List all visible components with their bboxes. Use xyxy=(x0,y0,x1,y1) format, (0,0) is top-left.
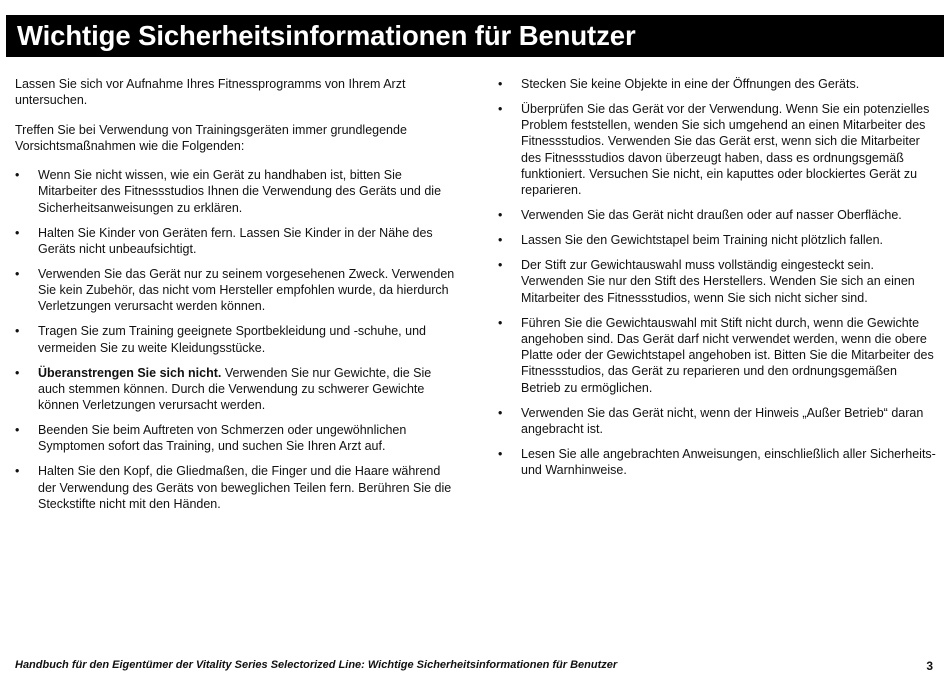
list-item-text: Beenden Sie beim Auftreten von Schmerzen oder ungewöhnlichen Symptomen sofort das Training, und suchen Sie Ihren Arzt auf. xyxy=(38,423,407,454)
list-item-text: Verwenden Sie nur Gewichte, die Sie auch stemmen können. Durch die Verwendung zu schwerer Gewichte können Verletzungen verursacht werden. xyxy=(38,365,432,413)
list-item xyxy=(498,315,938,396)
bullet-icon: • xyxy=(498,405,503,420)
bullet-icon: • xyxy=(498,258,503,273)
intro-paragraph-1: Lassen Sie sich vor Aufnahme Ihres Fitnessprogramms von Ihrem Arzt untersuchen. xyxy=(15,77,406,108)
right-column xyxy=(498,76,938,487)
bullet-icon: • xyxy=(15,324,20,339)
list-item-text: Halten Sie Kinder von Geräten fern. Lassen Sie Kinder in der Nähe des Geräts nicht unbeaufsichtigt. xyxy=(38,225,433,256)
list-item-text: Lassen Sie den Gewichtstapel beim Training nicht plötzlich fallen. xyxy=(521,233,884,248)
list-item xyxy=(15,225,455,258)
list-item-text: Verwenden Sie das Gerät nicht, wenn der Hinweis „Außer Betrieb“ daran angebracht ist. xyxy=(521,405,924,436)
bullet-icon: • xyxy=(15,168,20,183)
intro-paragraph-2: Treffen Sie bei Verwendung von Trainingsgeräten immer grundlegende Vorsichtsmaßnahmen wie die Folgenden: xyxy=(15,122,407,153)
list-item-text: Stecken Sie keine Objekte in eine der Öffnungen des Geräts. xyxy=(521,77,860,91)
right-safety-list xyxy=(498,76,938,478)
list-item-bold-lead: Überanstrengen Sie sich nicht. xyxy=(38,365,222,380)
bullet-icon: • xyxy=(498,77,503,91)
footer-text: Handbuch für den Eigentümer der Vitality Series Selectorized Line: Wichtige Sicherheitsinformationen für Benutzer xyxy=(15,659,618,671)
list-item xyxy=(498,257,938,306)
list-item xyxy=(498,446,938,479)
list-item-text: Der Stift zur Gewichtauswahl muss vollständig eingesteckt sein. Verwenden Sie nur den Stift des Herstellers. Wenden Sie sich an einen Mitarbeiter des Fitnessstudios, wenn Sie sich nicht sicher sind. xyxy=(521,258,915,305)
bullet-icon: • xyxy=(498,315,503,330)
list-item-text: Verwenden Sie das Gerät nicht draußen oder auf nasser Oberfläche. xyxy=(521,208,902,223)
list-item xyxy=(15,167,455,216)
list-item xyxy=(498,76,938,92)
bullet-icon: • xyxy=(15,464,20,479)
list-item-text: Tragen Sie zum Training geeignete Sportbekleidung und -schuhe, und vermeiden Sie zu weite Kleidungsstücke. xyxy=(38,324,426,355)
bullet-icon: • xyxy=(15,365,20,380)
list-item-text: Überprüfen Sie das Gerät vor der Verwendung. Wenn Sie ein potenzielles Problem feststellen, wenden Sie sich umgehend an einen Mitarbeiter des Fitnessstudios. Verwenden Sie das Gerät erst, wenn sich die Mitarbeiter des Fitnessstudios davon überzeugt haben, dass es ordnungsgemäß funktioniert. Versuchen Sie nicht, ein kaputtes oder blockiertes Gerät zu reparieren. xyxy=(521,101,930,198)
list-item xyxy=(15,463,455,512)
bullet-icon: • xyxy=(15,266,20,281)
left-column xyxy=(15,76,455,521)
page-number: 3 xyxy=(926,659,933,673)
list-item xyxy=(498,232,938,248)
bullet-icon: • xyxy=(498,101,503,116)
bullet-icon: • xyxy=(498,233,503,248)
page-title: Wichtige Sicherheitsinformationen für Benutzer xyxy=(17,20,636,51)
list-item xyxy=(15,266,455,315)
list-item-text: Wenn Sie nicht wissen, wie ein Gerät zu handhaben ist, bitten Sie Mitarbeiter des Fitnessstudios Ihnen die Verwendung des Geräts und die Sicherheitsanweisungen zu erklären. xyxy=(38,168,442,215)
list-item xyxy=(498,207,938,223)
list-item-text: Führen Sie die Gewichtauswahl mit Stift nicht durch, wenn die Gewichte angehoben sind. Das Gerät darf nicht verwendet werden, wenn die obere Platte oder der Gewichtstapel angehoben ist. Bitten Sie die Mitarbeiter des Fitnessstudios, das Gerät zu reparieren und den ordnungsgemäßen Betrieb zu ermöglichen. xyxy=(521,315,934,395)
list-item-text: Lesen Sie alle angebrachten Anweisungen, einschließlich aller Sicherheits- und Warnhinweise. xyxy=(521,446,936,478)
list-item-text: Verwenden Sie das Gerät nur zu seinem vorgesehenen Zweck. Verwenden Sie kein Zubehör, das nicht vom Hersteller empfohlen wurde, da hierdurch Verletzungen verursacht werden können. xyxy=(38,266,455,314)
list-item xyxy=(15,365,455,414)
bullet-icon: • xyxy=(498,446,503,461)
bullet-icon: • xyxy=(15,225,20,240)
list-item xyxy=(498,101,938,199)
bullet-icon: • xyxy=(498,208,503,223)
list-item xyxy=(15,323,455,356)
title-bar xyxy=(6,15,944,57)
bullet-icon: • xyxy=(15,423,20,438)
page-footer xyxy=(15,659,935,673)
left-safety-list xyxy=(15,167,455,512)
list-item-text: Halten Sie den Kopf, die Gliedmaßen, die Finger und die Haare während der Verwendung des Geräts von beweglichen Teilen fern. Berühren Sie die Steckstifte nicht mit den Händen. xyxy=(38,464,452,511)
list-item xyxy=(15,422,455,455)
list-item xyxy=(498,405,938,438)
